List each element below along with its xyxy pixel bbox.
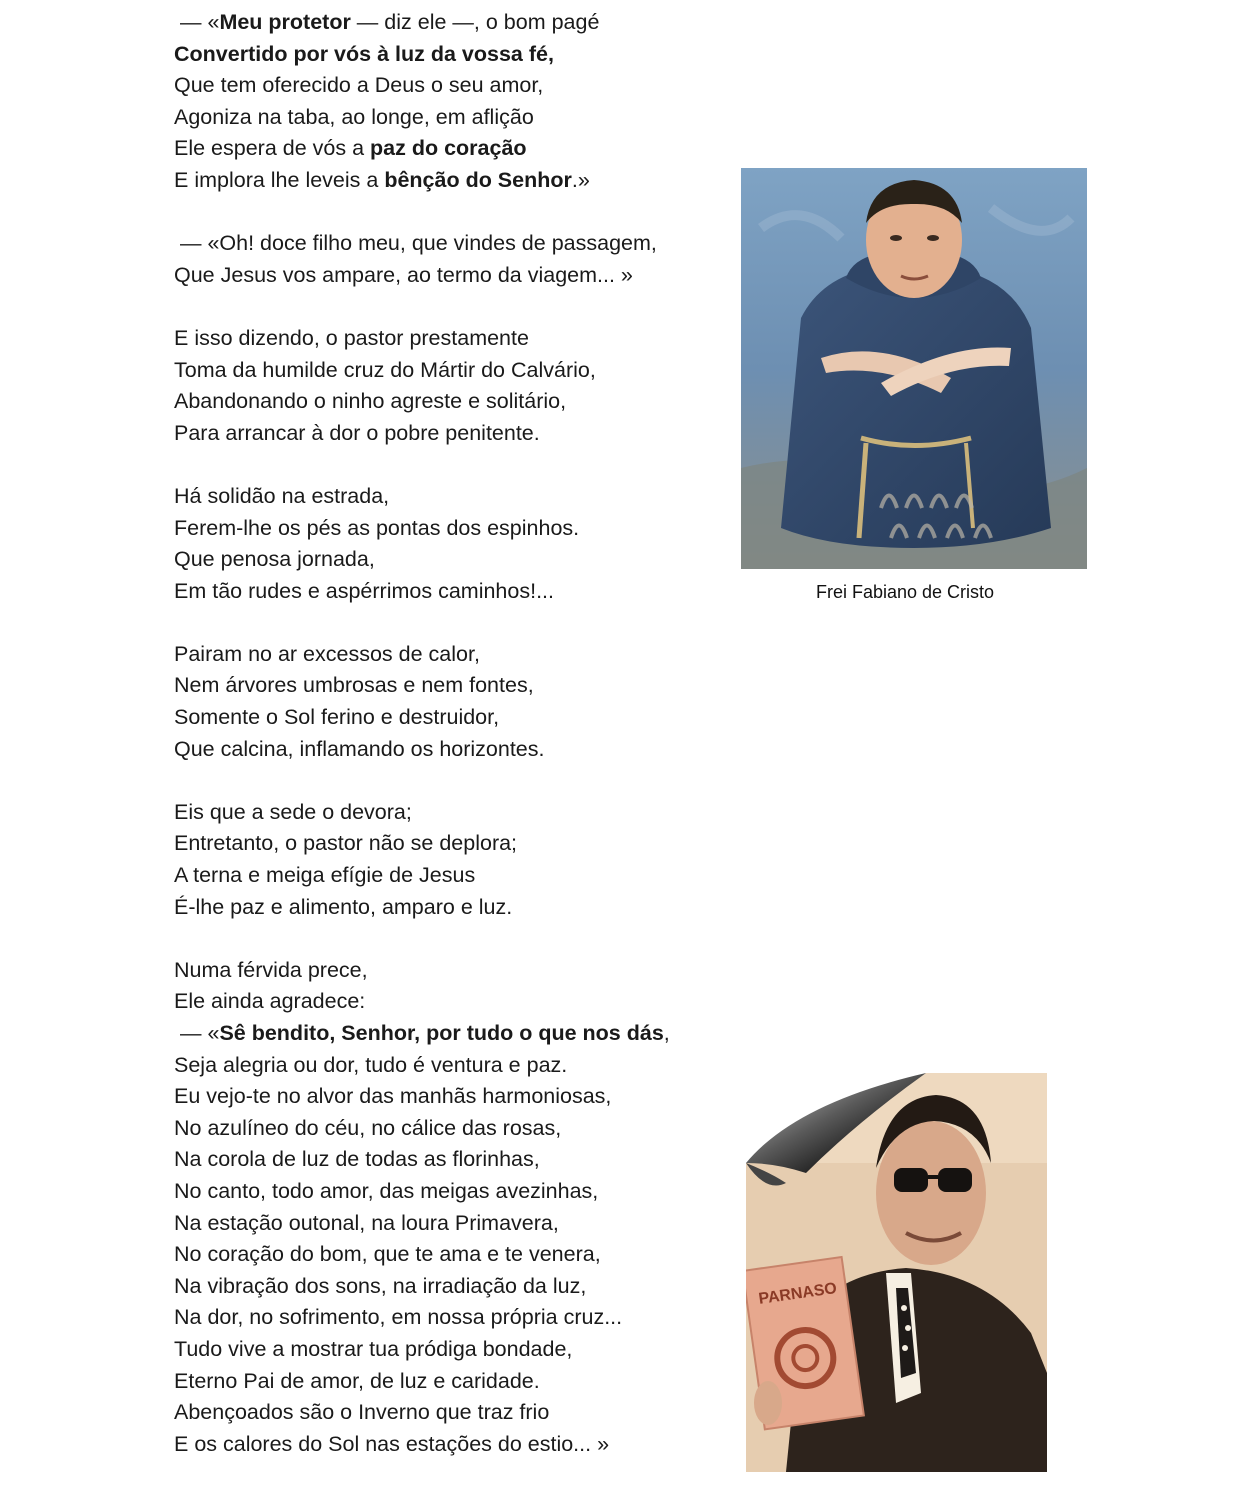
text-segment: Em tão rudes e aspérrimos caminhos!... <box>174 578 554 603</box>
poem-line <box>174 797 734 829</box>
text-segment: Entretanto, o pastor não se deplora; <box>174 831 518 856</box>
poem-line <box>174 39 734 71</box>
stanza <box>174 323 734 449</box>
poem-line <box>174 986 734 1018</box>
poem-line <box>174 1176 734 1208</box>
text-segment: Ele ainda agradece: <box>174 989 366 1014</box>
poem-line <box>174 544 734 576</box>
text-segment: Agoniza na taba, ao longe, em aflição <box>174 104 534 129</box>
poem-line <box>174 133 734 165</box>
stanza <box>174 7 734 197</box>
poem-line <box>174 1050 734 1082</box>
text-segment: Ferem-lhe os pés as pontas dos espinhos. <box>174 515 580 540</box>
text-segment: Abandonando o ninho agreste e solitário, <box>174 389 567 414</box>
text-segment: Toma da humilde cruz do Mártir do Calvário, <box>174 357 596 382</box>
poem-line <box>174 1113 734 1145</box>
poem-line <box>174 828 734 860</box>
text-segment: Ele espera de vós a <box>174 136 371 161</box>
poem-line <box>174 955 734 987</box>
text-segment: Eu vejo-te no alvor das manhãs harmoniosas, <box>174 1084 612 1109</box>
text-segment: Abençoados são o Inverno que traz frio <box>174 1400 550 1425</box>
poem-line <box>174 418 734 450</box>
poem-line <box>174 513 734 545</box>
text-segment: É-lhe paz e alimento, amparo e luz. <box>174 894 513 919</box>
text-segment: Na vibração dos sons, na irradiação da luz, <box>174 1273 587 1298</box>
poem-line <box>174 1271 734 1303</box>
text-segment: , <box>663 1021 670 1045</box>
stanza <box>174 797 734 923</box>
poem-line <box>174 892 734 924</box>
bold-text: paz do coração <box>370 136 527 161</box>
stanza <box>174 955 734 1461</box>
stanza <box>174 639 734 765</box>
text-segment: — « <box>180 1021 220 1045</box>
text-segment: Há solidão na estrada, <box>174 483 390 508</box>
text-segment: — « <box>180 10 220 34</box>
stanza <box>174 481 734 607</box>
text-segment: Na estação outonal, na loura Primavera, <box>174 1210 559 1235</box>
poem-line <box>174 7 734 39</box>
text-segment: Eterno Pai de amor, de luz e caridade. <box>174 1368 540 1393</box>
text-segment: Que penosa jornada, <box>174 547 375 572</box>
portrait-caption: Frei Fabiano de Cristo <box>815 582 995 602</box>
bold-text: bênção do Senhor <box>384 167 572 192</box>
poem-line <box>174 670 734 702</box>
text-segment: Seja alegria ou dor, tudo é ventura e paz. <box>174 1052 568 1077</box>
text-segment: Somente o Sol ferino e destruidor, <box>174 705 500 730</box>
text-segment: No canto, todo amor, das meigas avezinhas, <box>174 1178 599 1203</box>
poem-line <box>174 1302 734 1334</box>
friar-portrait <box>741 168 1087 569</box>
text-segment: Que Jesus vos ampare, ao termo da viagem... » <box>174 262 633 287</box>
text-segment: No azulíneo do céu, no cálice das rosas, <box>174 1115 562 1140</box>
poem-line <box>174 1334 734 1366</box>
poem-line <box>174 1018 734 1050</box>
text-segment: — diz ele —, o bom pagé <box>350 10 600 34</box>
poem-line <box>174 1429 734 1461</box>
text-segment: E isso dizendo, o pastor prestamente <box>174 325 529 350</box>
text-segment: No coração do bom, que te ama e te venera, <box>174 1242 601 1267</box>
poem-line <box>174 576 734 608</box>
poem-line <box>174 1366 734 1398</box>
text-segment: Eis que a sede o devora; <box>174 799 412 824</box>
text-segment: A terna e meiga efígie de Jesus <box>174 863 476 888</box>
poem-line <box>174 702 734 734</box>
poem-line <box>174 734 734 766</box>
text-segment: Que tem oferecido a Deus o seu amor, <box>174 73 544 98</box>
poem-line <box>174 355 734 387</box>
text-segment: Numa férvida prece, <box>174 957 368 982</box>
text-segment: .» <box>571 167 590 192</box>
poem-line <box>174 102 734 134</box>
text-segment: Na corola de luz de todas as florinhas, <box>174 1147 540 1172</box>
poem-line <box>174 639 734 671</box>
poem-line <box>174 481 734 513</box>
text-segment: — «Oh! doce filho meu, que vindes de passagem, <box>180 231 657 256</box>
poem-line <box>174 165 734 197</box>
bold-text: Meu protetor <box>219 10 351 34</box>
text-segment: E os calores do Sol nas estações do estio... » <box>174 1431 610 1456</box>
poem-line <box>174 1397 734 1429</box>
book-cover-title: PARNASO <box>757 1280 838 1308</box>
text-segment: Na dor, no sofrimento, em nossa própria cruz... <box>174 1305 623 1330</box>
poem-line <box>174 860 734 892</box>
text-segment: Nem árvores umbrosas e nem fontes, <box>174 673 534 698</box>
text-segment: E implora lhe leveis a <box>174 167 385 192</box>
man-with-book-photo <box>746 1073 1047 1472</box>
poem-line <box>174 260 734 292</box>
poem-line <box>174 228 734 260</box>
poem-line <box>174 1239 734 1271</box>
poem-line <box>174 1208 734 1240</box>
text-segment: Para arrancar à dor o pobre penitente. <box>174 420 540 445</box>
poem-line <box>174 323 734 355</box>
text-segment: Tudo vive a mostrar tua pródiga bondade, <box>174 1336 573 1361</box>
poem-line <box>174 70 734 102</box>
poem-line <box>174 1144 734 1176</box>
stanza <box>174 228 734 291</box>
poem <box>174 7 734 1460</box>
text-segment: Pairam no ar excessos de calor, <box>174 641 480 666</box>
poem-line <box>174 386 734 418</box>
bold-text: Convertido por vós à luz da vossa fé, <box>174 41 554 66</box>
bold-text: Sê bendito, Senhor, por tudo o que nos dás <box>219 1021 664 1045</box>
text-segment: Que calcina, inflamando os horizontes. <box>174 736 545 761</box>
poem-line <box>174 1081 734 1113</box>
